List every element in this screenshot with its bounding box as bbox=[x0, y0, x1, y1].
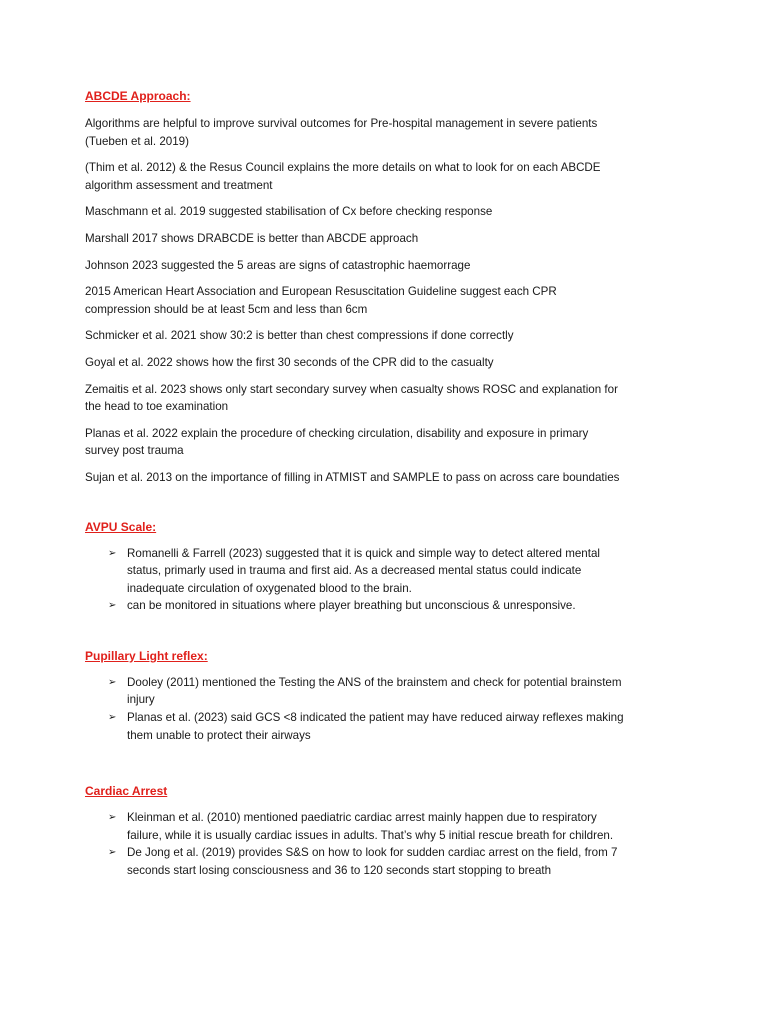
arrowhead-bullet-icon: ➢ bbox=[108, 547, 117, 559]
abcde-paragraph-5: Johnson 2023 suggested the 5 areas are signs of catastrophic haemorrage bbox=[85, 258, 471, 272]
list-item-text: Planas et al. (2023) said GCS <8 indicated the patient may have reduced airway reflexes making them unable to protect their airways bbox=[127, 711, 624, 742]
abcde-paragraph-1: Algorithms are helpful to improve survival outcomes for Pre-hospital management in severe patients (Tueben et al. 2019) bbox=[85, 117, 598, 148]
abcde-paragraph-2: (Thim et al. 2012) & the Resus Council explains the more details on what to look for on each ABCDE algorithm assessment and treatment bbox=[85, 161, 601, 192]
arrowhead-bullet-icon: ➢ bbox=[108, 676, 117, 688]
abcde-paragraph-9: Zemaitis et al. 2023 shows only start secondary survey when casualty shows ROSC and explanation for the head to toe examination bbox=[85, 382, 618, 414]
list-item bbox=[85, 709, 625, 744]
list-item bbox=[85, 844, 625, 879]
section-avpu-scale bbox=[85, 520, 625, 615]
abcde-paragraph-10: Planas et al. 2022 explain the procedure of checking circulation, disability and exposure in primary survey post trauma bbox=[85, 426, 589, 458]
cardiac-bullet-list bbox=[85, 809, 625, 879]
list-item-text: Dooley (2011) mentioned the Testing the ANS of the brainstem and check for potential brainstem injury bbox=[127, 675, 622, 707]
arrowhead-bullet-icon: ➢ bbox=[108, 712, 117, 724]
arrowhead-bullet-icon: ➢ bbox=[108, 812, 117, 824]
list-item-text: can be monitored in situations where player breathing but unconscious & unresponsive. bbox=[127, 599, 576, 613]
list-item-text: De Jong et al. (2019) provides S&S on how to look for sudden cardiac arrest on the field, from 7 seconds start losing consciousness and 36 to 120 seconds start stopping to breath bbox=[127, 846, 618, 878]
list-item-text: Romanelli & Farrell (2023) suggested that it is quick and simple way to detect altered mental status, primarly used in trauma and first aid. As a decreased mental status could indicate inadequate circulation of oxygenated blood to the brain. bbox=[127, 546, 601, 595]
list-item bbox=[85, 545, 625, 598]
abcde-paragraph-11: Sujan et al. 2013 on the importance of filling in ATMIST and SAMPLE to pass on across care boundaties bbox=[85, 470, 620, 484]
list-item bbox=[85, 597, 625, 615]
section-cardiac-arrest bbox=[85, 784, 625, 879]
heading-avpu-scale: AVPU Scale: bbox=[85, 519, 157, 534]
abcde-paragraph-6: 2015 American Heart Association and European Resuscitation Guideline suggest each CPR compression should be at least 5cm and less than 6cm bbox=[85, 285, 557, 316]
list-item-text: Kleinman et al. (2010) mentioned paediatric cardiac arrest mainly happen due to respiratory failure, while it is usually cardiac issues in adults. That’s why 5 initial rescue breath for children. bbox=[127, 811, 614, 842]
heading-pupillary-light-reflex: Pupillary Light reflex: bbox=[85, 648, 208, 663]
abcde-paragraph-7: Schmicker et al. 2021 show 30:2 is better than chest compressions if done correctly bbox=[85, 329, 514, 343]
arrowhead-bullet-icon: ➢ bbox=[108, 600, 117, 612]
section-abcde-approach bbox=[85, 89, 625, 487]
list-item bbox=[85, 674, 625, 709]
abcde-paragraph-8: Goyal et al. 2022 shows how the first 30 seconds of the CPR did to the casualty bbox=[85, 355, 494, 369]
abcde-paragraph-3: Maschmann et al. 2019 suggested stabilisation of Cx before checking response bbox=[85, 205, 493, 219]
heading-cardiac-arrest: Cardiac Arrest bbox=[85, 784, 168, 799]
list-item bbox=[85, 809, 625, 844]
arrowhead-bullet-icon: ➢ bbox=[108, 847, 117, 859]
abcde-paragraph-4: Marshall 2017 shows DRABCDE is better than ABCDE approach bbox=[85, 231, 419, 245]
document-page bbox=[85, 89, 625, 880]
avpu-bullet-list bbox=[85, 545, 625, 615]
section-pupillary-light-reflex bbox=[85, 649, 625, 744]
heading-abcde-approach: ABCDE Approach: bbox=[85, 89, 191, 103]
pupil-bullet-list bbox=[85, 674, 625, 744]
